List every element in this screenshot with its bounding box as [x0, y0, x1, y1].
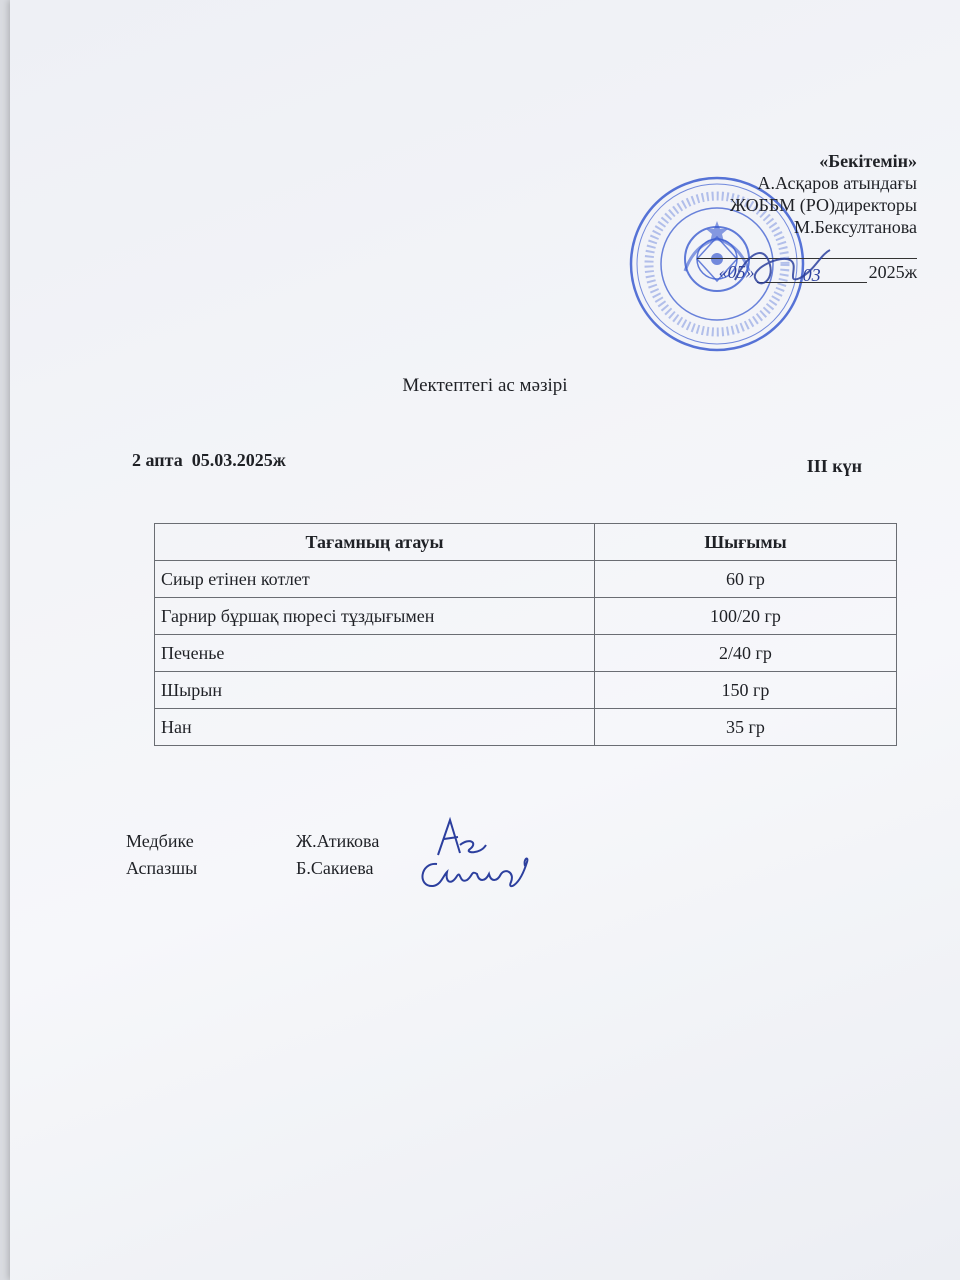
approval-director-name: М.Бексултанова [793, 217, 917, 237]
table-row [155, 635, 897, 672]
dish-name: Сиыр етінен котлет [155, 561, 595, 598]
dish-name: Шырын [155, 672, 595, 709]
staff-name: Ж.Атикова [296, 831, 380, 851]
cook-signature [415, 852, 540, 897]
approval-day: «05» [718, 262, 755, 282]
document-title: Мектептегі ас мәзірі [402, 375, 568, 396]
table-row [155, 598, 897, 635]
dish-amount: 60 гр [595, 561, 897, 598]
dish-amount: 100/20 гр [595, 598, 897, 635]
dish-name: Нан [155, 709, 595, 746]
column-header-yield: Шығымы [595, 524, 897, 561]
table-row [155, 561, 897, 598]
table-row [155, 709, 897, 746]
dish-name: Печенье [155, 635, 595, 672]
day-label: ІІІ күн [806, 456, 862, 476]
table-row [155, 672, 897, 709]
approval-line-1: А.Асқаров атындағы [757, 173, 917, 193]
director-signature [730, 240, 840, 300]
document-page [10, 0, 960, 1280]
dish-name: Гарнир бұршақ пюресі тұздығымен [155, 598, 595, 635]
staff-role: Медбике [126, 831, 194, 851]
dish-amount: 35 гр [595, 709, 897, 746]
approval-month: 03 [757, 264, 867, 283]
staff-signatures [126, 828, 379, 882]
approval-heading: «Бекітемін» [819, 151, 917, 171]
approval-year: 2025ж [868, 262, 917, 282]
approval-line-2: ЖОББМ (РО)директоры [729, 195, 917, 215]
dish-amount: 2/40 гр [595, 635, 897, 672]
staff-row-cook [126, 855, 379, 882]
week-and-date: 2 апта 05.03.2025ж [132, 450, 286, 470]
staff-role: Аспазшы [126, 858, 198, 878]
table-header-row [155, 524, 897, 561]
staff-name: Б.Сакиева [296, 858, 374, 878]
column-header-dish: Тағамның атауы [155, 524, 595, 561]
dish-amount: 150 гр [595, 672, 897, 709]
staff-row-nurse [126, 828, 379, 855]
menu-table [154, 523, 897, 746]
